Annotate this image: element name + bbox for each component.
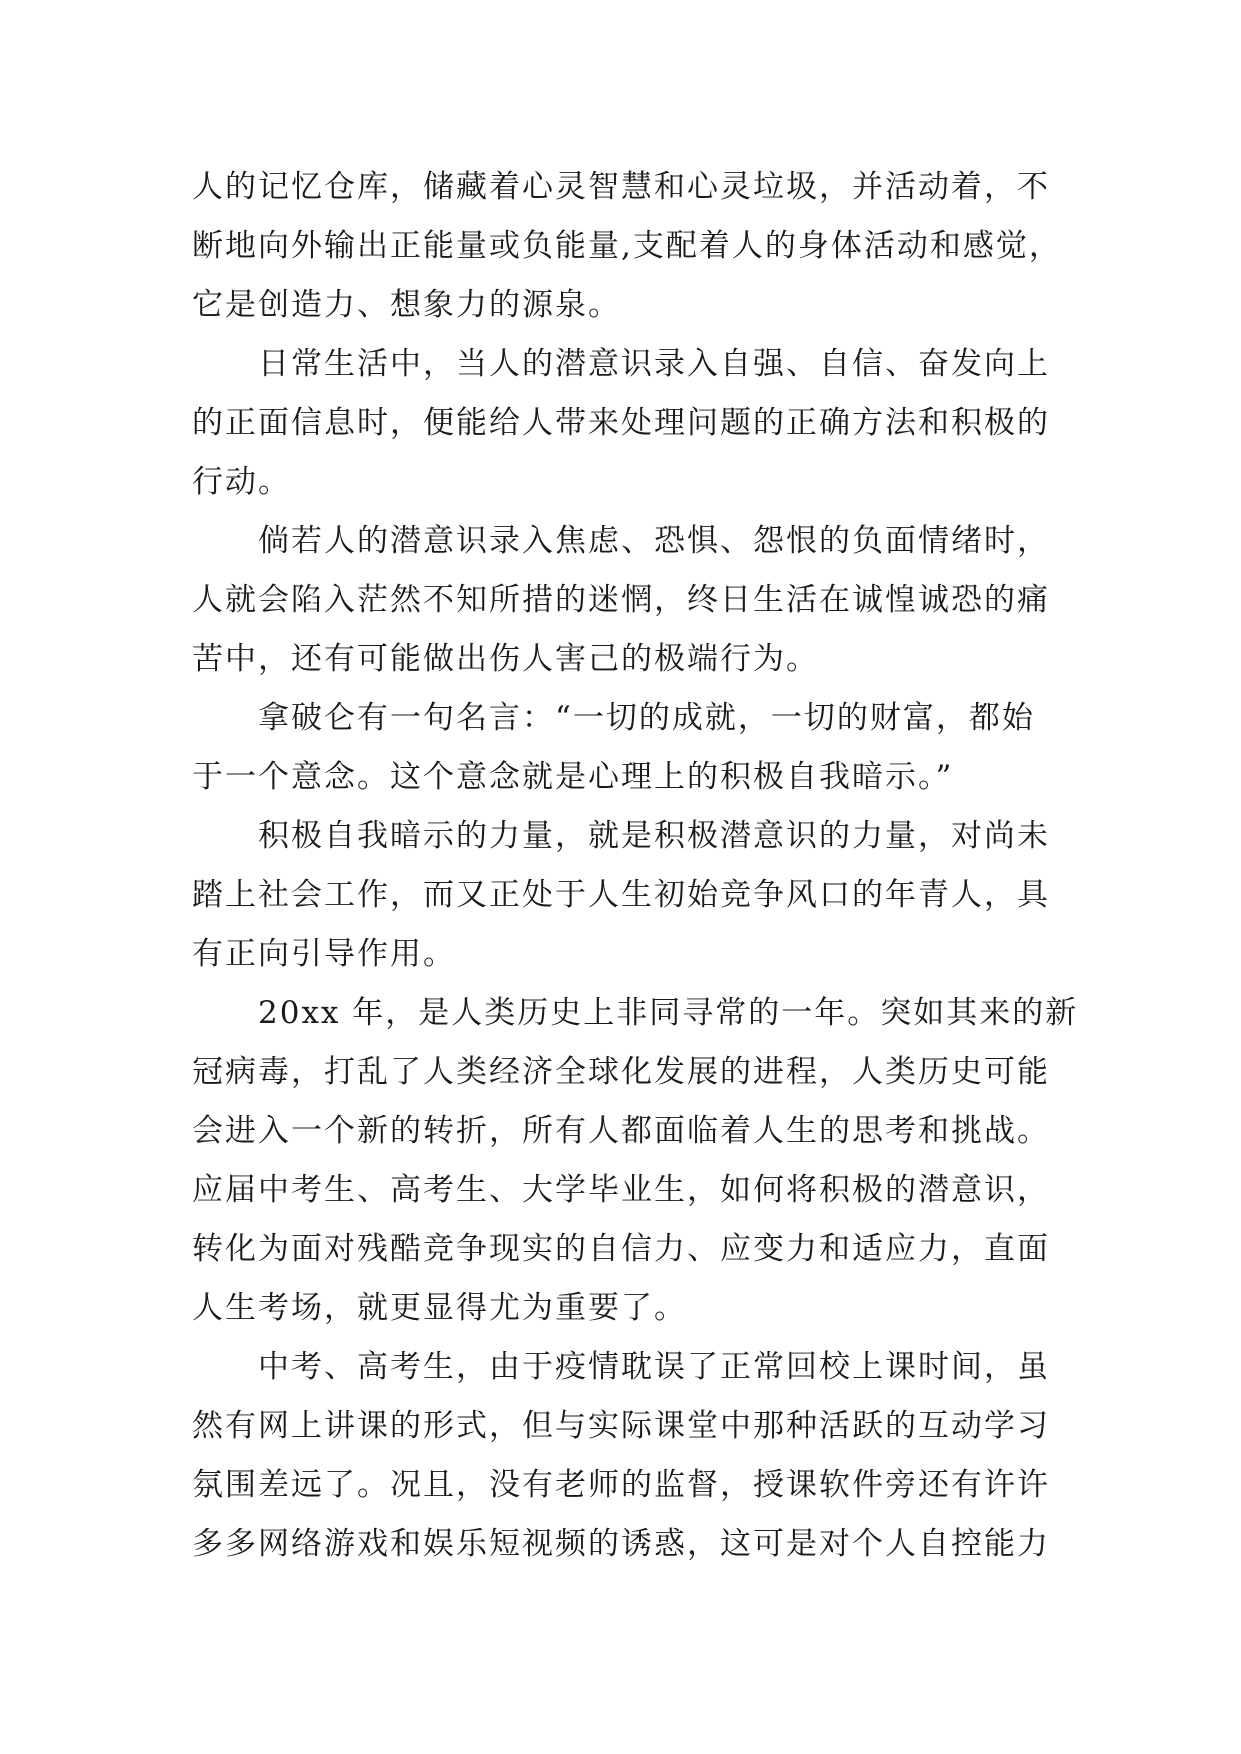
text-line: 应届中考生、高考生、大学毕业生，如何将积极的潜意识， — [192, 1172, 1050, 1208]
paragraph-first-line: 倘若人的潜意识录入焦虑、恐惧、怨恨的负面情绪时， — [258, 523, 1050, 559]
text-line: 它是创造力、想象力的源泉。 — [192, 287, 621, 323]
paragraph-first-line: 中考、高考生，由于疫情耽误了正常回校上课时间，虽 — [258, 1349, 1050, 1385]
text-line: 冠病毒，打乱了人类经济全球化发展的进程，人类历史可能 — [192, 1054, 1050, 1090]
text-line: 人就会陷入茫然不知所措的迷惘，终日生活在诚惶诚恐的痛 — [192, 582, 1050, 618]
text-line: 踏上社会工作，而又正处于人生初始竞争风口的年青人，具 — [192, 877, 1050, 913]
text-line: 断地向外输出正能量或负能量,支配着人的身体活动和感觉， — [192, 228, 1062, 264]
text-line: 会进入一个新的转折，所有人都面临着人生的思考和挑战。 — [192, 1113, 1050, 1149]
text-line: 于一个意念。这个意念就是心理上的积极自我暗示。” — [192, 759, 954, 795]
document-body — [192, 158, 1082, 1574]
text-line: 人的记忆仓库，储藏着心灵智慧和心灵垃圾，并活动着，不 — [192, 169, 1050, 205]
text-line: 的正面信息时，便能给人带来处理问题的正确方法和积极的 — [192, 405, 1050, 441]
text-line: 氛围差远了。况且，没有老师的监督，授课软件旁还有许许 — [192, 1467, 1050, 1503]
text-line: 人生考场，就更显得尤为重要了。 — [192, 1290, 687, 1326]
text-line: 行动。 — [192, 464, 291, 500]
text-line: 然有网上讲课的形式，但与实际课堂中那种活跃的互动学习 — [192, 1408, 1050, 1444]
text-line: 有正向引导作用。 — [192, 936, 456, 972]
text-line: 转化为面对残酷竞争现实的自信力、应变力和适应力，直面 — [192, 1231, 1050, 1267]
paragraph-first-line: 20xx 年，是人类历史上非同寻常的一年。突如其来的新 — [258, 995, 1079, 1031]
paragraph-first-line: 拿破仑有一句名言：“一切的成就，一切的财富，都始 — [258, 700, 1035, 736]
text-line: 多多网络游戏和娱乐短视频的诱惑，这可是对个人自控能力 — [192, 1526, 1050, 1562]
text-line: 苦中，还有可能做出伤人害己的极端行为。 — [192, 641, 819, 677]
paragraph-first-line: 日常生活中，当人的潜意识录入自强、自信、奋发向上 — [258, 346, 1050, 382]
paragraph-first-line: 积极自我暗示的力量，就是积极潜意识的力量，对尚未 — [258, 818, 1050, 854]
